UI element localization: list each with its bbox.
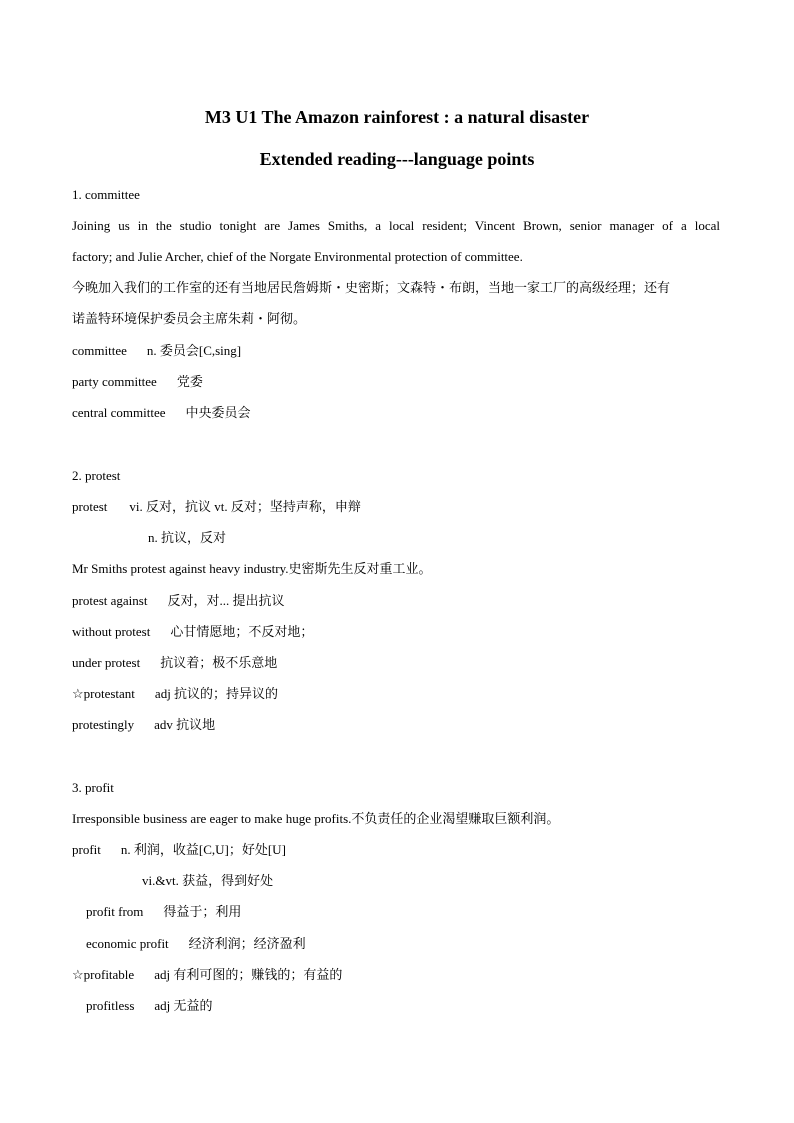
example-chinese-line-2: 诺盖特环境保护委员会主席朱莉・阿彻。 xyxy=(72,311,307,326)
vocab-entry xyxy=(86,998,213,1014)
vocab-entry xyxy=(72,686,278,702)
example-chinese-line-1: 今晚加入我们的工作室的还有当地居民詹姆斯・史密斯；文森特・布朗，当地一家工厂的高级经理；还有 xyxy=(72,280,671,295)
vocab-term: under protest xyxy=(72,655,141,670)
vocab-meaning: vi. 反对，抗议 vt. 反对；坚持声称，申辩 xyxy=(129,499,361,514)
vocab-meaning: 反对，对... 提出抗议 xyxy=(167,593,285,608)
vocab-entry xyxy=(72,717,215,733)
vocab-entry xyxy=(72,655,277,671)
vocab-term: ☆protestant xyxy=(72,686,135,701)
vocab-meaning: adj 抗议的；持异议的 xyxy=(154,686,279,701)
example-english-line-1: Joining us in the studio tonight are James Smiths, a local resident; Vincent Brown, senior manager of a local xyxy=(72,218,720,233)
example-english-line-2: factory; and Julie Archer, chief of the Norgate Environmental protection of committee. xyxy=(72,249,523,264)
document-title: M3 U1 The Amazon rainforest : a natural disaster xyxy=(204,107,590,127)
vocab-entry xyxy=(86,936,306,952)
vocab-entry xyxy=(86,904,241,920)
vocab-term: profitless xyxy=(86,998,135,1013)
vocab-meaning: adj 有利可图的；赚钱的；有益的 xyxy=(154,967,343,982)
vocab-entry xyxy=(72,405,251,421)
vocab-term: protestingly xyxy=(72,717,135,732)
section-heading-committee: 1. committee xyxy=(72,187,140,202)
vocab-meaning: 心甘情愿地；不反对地； xyxy=(170,624,314,639)
vocab-term: economic profit xyxy=(86,936,169,951)
vocab-term: protest xyxy=(72,499,108,514)
vocab-entry xyxy=(72,967,342,983)
vocab-term: committee xyxy=(72,343,127,358)
document-subtitle: Extended reading---language points xyxy=(259,149,535,169)
definition-line xyxy=(72,499,361,515)
vocab-entry xyxy=(72,374,203,390)
section-heading-profit: 3. profit xyxy=(72,780,114,795)
definition-line-noun: n. 抗议，反对 xyxy=(148,530,227,545)
vocab-entry xyxy=(72,624,313,640)
vocab-term: profit xyxy=(72,842,101,857)
vocab-meaning: 中央委员会 xyxy=(185,405,251,420)
vocab-meaning: adj 无益的 xyxy=(154,998,213,1013)
vocab-term: without protest xyxy=(72,624,151,639)
example-sentence: Mr Smiths protest against heavy industry.史密斯先生反对重工业。 xyxy=(72,561,432,576)
vocab-meaning: n. 委员会[C,sing] xyxy=(146,343,242,358)
vocab-entry xyxy=(72,593,284,609)
vocab-term: protest against xyxy=(72,593,148,608)
definition-line-verb: vi.&vt. 获益，得到好处 xyxy=(142,873,274,888)
vocab-meaning: n. 利润，收益[C,U]；好处[U] xyxy=(120,842,286,857)
vocab-term: ☆profitable xyxy=(72,967,135,982)
vocab-meaning: 抗议着；极不乐意地 xyxy=(160,655,278,670)
vocab-term: party committee xyxy=(72,374,157,389)
section-heading-protest: 2. protest xyxy=(72,468,121,483)
vocab-meaning: 得益于；利用 xyxy=(163,904,242,919)
vocab-meaning: 经济利润；经济盈利 xyxy=(188,936,306,951)
example-sentence: Irresponsible business are eager to make huge profits.不负责任的企业渴望赚取巨额利润。 xyxy=(72,811,560,826)
vocab-meaning: 党委 xyxy=(176,374,203,389)
vocab-entry xyxy=(72,343,241,359)
vocab-meaning: adv 抗议地 xyxy=(154,717,216,732)
vocab-term: profit from xyxy=(86,904,144,919)
definition-line xyxy=(72,842,286,858)
vocab-term: central committee xyxy=(72,405,166,420)
